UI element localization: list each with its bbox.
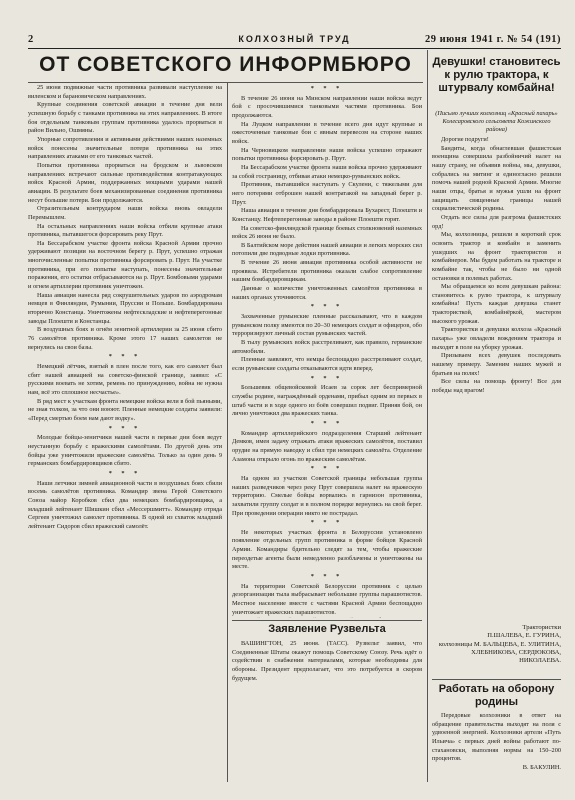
paragraph: Упорные сопротивления и активными действиями наших наземных войск понесены значительные потери противника на этих направлениях атаками от его танковых частей. [28, 135, 222, 161]
paragraph: В тылу румынских войск расстреливают, как правило, германские автомобили. [232, 339, 422, 355]
signature-block [432, 624, 561, 665]
signature-line: колхозницы М. БАЛЬЦЕВА, Е. УЛИТИНА, ХЛЕБНИКОВА, СЕРДЮКОВА, НИКОЛАЕВА. [438, 640, 561, 665]
right-headline: Девушки! становитесь к рулю трактора, к штурвалу комбайна! [432, 56, 561, 94]
paragraph: На территории Советской Белоруссии противник с целью дезорганизации тыла выбрасывает небольшие группы парашютистов. Местное население вместе с частями Красной Армии беспощадно уничтожает вражеских парашютистов. [232, 582, 422, 616]
paragraph: Большевик общевойсковой Исаев за сорок лет беспримерной службы родине, награждённый орденами, прибыл одним из первых в штаб части и в ходе одного из боёв совершил подвиг. Приняв бой, он лично уничтожил два вражеских танка. [232, 384, 422, 418]
signature-line: П.ШАЛЕВА, Е. ГУРИНА, [487, 632, 561, 640]
separator: * * * [108, 424, 142, 432]
paragraph: Попытки противника прорваться на бродском и львовском направлениях встречают сильные противодействия контратакующих войск Красной Армии, поддержанных мощными ударами нашей авиации. В результате боев механизированные соединения противника несут большие потери. Бои продолжаются. [28, 161, 222, 204]
paragraph: Дорогие подруги! [441, 136, 489, 143]
right-headline-2: Работать на оборону родины [438, 683, 555, 708]
paragraph: Передовые колхозники в ответ на обращение правительства выходят на поля с удвоенной энергией. Колхозники артели «Путь Ильича» с первых дней войны работают по-стахановски, выполняя нормы на 150–200 процентов. [432, 712, 561, 763]
paragraph: ВАШИНГТОН, 25 июня. (ТАСС). Рузвельт заявил, что Соединенные Штаты окажут помощь Советскому Союзу. Речь идёт о содействии в снабжении материалами, которые необходимы для обороны. Президент предполагает, что это потребуется в скором будущем. [232, 640, 422, 682]
paragraph: На советско-финляндской границе боевых столкновений наземных войск 26 июня не было. [232, 224, 422, 241]
paragraph: На Бессарабском участке фронта войска Красной Армии прочно удерживают позиции на восточном берегу р. Прут, успешно отражая многочисленные попытки противника форсировать р. Прут. На участке противника, при его попытке наступать, понесены значительные поражения, его остатки отбрасываются на р. Прут. Бомбовыми ударами и огнем артиллерии противник уничтожен. [28, 239, 222, 291]
article-title: Заявление Рузвельта [268, 623, 386, 635]
paragraph: Все силы на помощь фронту! Все для победы над врагом! [432, 378, 561, 395]
column-3-article-2 [432, 712, 561, 788]
page-header [28, 34, 561, 48]
paragraph: Не некоторых участках фронта в Белоруссии установлено появление отдельных групп противника в форме бойцов Красной Армии. Командиры бдительно следят за тем, чтобы вражеские переодетые агенты были немедленно разоблачены и уничтожены на месте. [232, 528, 422, 571]
column-2 [232, 84, 422, 618]
paragraph: 25 июня подвижные части противника развивали наступление на виленском и барановическом направлениях. [28, 84, 222, 100]
paragraph: Мы, колхозницы, решили в короткий срок освоить трактор и комбайн и заменить ушедших на фронт трактористов и комбайнеров. Мы будем работать на тракторе и комбайне так, чтобы не было ни одной остановки в полевых работах. [432, 231, 561, 282]
paragraph: Немецкий лётчик, взятый в плен после того, как его самолет был сбит нашей авиацией на советско-финской границе, заявил: «С русскими воевать не хотим, ремень по принуждению, война не нужна нам, всё это сплошное несчастье». [28, 363, 222, 396]
page-number: 2 [28, 34, 34, 45]
paragraph: Трактористки и девушки колхоза «Красный пахарь» уже овладели вождением трактора и выходят в поле на уборку урожая. [432, 326, 561, 351]
section-rule [432, 679, 561, 680]
byline: В. БАКУЛИН. [522, 763, 561, 771]
paragraph: Наша авиация нанесла ряд сокрушительных ударов по аэродромам немцев в Финляндии, Румынии, Пруссии и Польше. Бомбардирована вторично Констанца. Уничтожены нефтескладские и нефтеперегонные заводы Плоешти и Констанцы. [28, 291, 222, 325]
issue-date: 29 июня 1941 г. № 54 (191) [424, 34, 561, 45]
paragraph: Молодые бойцы-зенитчики нашей части в первые дни боев ведут неустанную борьбу с вражескими самолётами. По другой день эти бойцы уже уничтожили вражеские самолёты. Только за один день 9 германских бомбардировщиков сбито. [28, 434, 222, 468]
paragraph: Призываем всех девушек последовать нашему примеру. Заменим наших мужей и братьев на полях! [432, 352, 561, 377]
column-1 [28, 84, 222, 788]
separator: * * * [108, 353, 142, 361]
heading-rule [28, 82, 423, 83]
separator: * * * [310, 465, 344, 473]
column-divider [427, 50, 428, 782]
separator: * * * [310, 419, 344, 427]
paragraph: На Бессарабском участке фронта наши войска прочно удерживают за собой госграницу, отбивая атаки немецко-румынских войск. [232, 163, 422, 180]
paragraph: В течение 26 июня авиация противника особой активности не проявила. Истребители противника оказали слабое сопротивление нашим бомбардировщикам. [232, 259, 422, 284]
paragraph: Захваченные румынские пленные рассказывают, что в каждом румынском полку имеются по 20–30 немецких солдат и офицеров, обо терроризируют личный состав румынских частей. [232, 313, 422, 338]
paragraph: На Черновицком направлении наши войска успешно отражают попытки противника форсировать р. Прут. [232, 146, 422, 163]
paragraph: Наши летчики зимней авиационной части в воздушных боях сбили восемь самолётов противника. Командир звена Герой Советского Союза майор Коробков сбил два немецких бомбардировщика, а младший лейтенант Шишкин сбил «Мессершмитт». Командир отряда Сергеев уничтожил самолет противника. В одной из схваток младший лейтенант Сидоров сбил вражеский самолёт. [28, 479, 222, 530]
paragraph: Данные о количестве уничтоженных самолётов противника в наших органах уточняются. [232, 285, 422, 301]
separator: * * * [310, 573, 344, 581]
column-3 [432, 136, 561, 598]
main-heading: ОТ СОВЕТСКОГО ИНФОРМБЮРО [39, 53, 412, 76]
paragraph: В воздушных боях и огнём зенитной артиллерии за 25 июня сбито 76 самолётов противника. Кроме этого 17 наших самолетов не вернулись на свои базы. [28, 326, 222, 351]
paragraph: На остальных направлениях наши войска отбили крупные атаки противника, пытавшегося форсировать реку Прут. [28, 222, 222, 239]
separator: * * * [310, 519, 344, 527]
paragraph: На Луцком направлении в течение всего дня идут крупные и ожесточенные танковые бои с явным перевесом на стороне наших войск. [232, 120, 422, 145]
separator: * * * [310, 85, 344, 92]
paragraph: Пленные заявляют, что немцы беспощадно расстреливают солдат, если румынские солдаты отказываются идти вперед. [232, 356, 422, 372]
signature-title: Трактористки [522, 624, 561, 631]
paragraph: Командир артиллерийского подразделения Старший лейтенант Демков, имея задачу отражать атаки вражеских самолётов, поставил орудие на прямую наводку и сбил три немецких самолёта. Отделение Азамона открыло огонь по вражеским самолётам. [232, 429, 422, 463]
paragraph: В течение 26 июня на Минском направлении наши войска ведут бой с просочившимися танковыми частями противника. Бои продолжаются. [232, 94, 422, 119]
separator: * * * [310, 303, 344, 311]
paragraph: В Балтийском море действия нашей авиации и легких морских сил потопили две подводные лодки противника. [232, 241, 422, 258]
paragraph: Наша авиация в течение дня бомбардировала Бухарест, Плоешти и Констанцу. Нефтеперегонные заводы в районе Плоешти горят. [232, 207, 422, 223]
roosevelt-article [232, 640, 422, 788]
separator: * * * [108, 469, 142, 477]
section-rule [232, 620, 422, 621]
right-subheadline: (Письмо лучших колхозниц «Красный пахарь» Колесаровского сельсовета Кожинского района) [435, 110, 558, 133]
paragraph: Крупные соединения советской авиации в течение дня вели успешную борьбу с танками противника на этих направлениях. В итоге боя отдельным танковым группам противника удалось прорваться в район Вильно, Ошмяны. [28, 101, 222, 135]
paragraph: Бандиты, когда обнаглевшая фашистская военщина совершила разбойничий налет на нашу страну, не объявив войны, мы, девушки, собрались на митинг и единогласно решили помочь нашей родной Красной Армии. Многие наши отцы, братья и мужья ушли на фронт защищать священные границы нашей социалистической родины. [432, 144, 561, 213]
paragraph [232, 617, 422, 618]
paragraph: Противник, пытавшийся наступать у Скулени, с тяжелыми для него потерями отброшен нашей контратакой на западный берег р. Прут. [232, 181, 422, 206]
header-rule [28, 48, 561, 49]
paper-title: КОЛХОЗНЫЙ ТРУД [238, 34, 351, 44]
separator: * * * [310, 374, 344, 382]
paragraph: В ряд мест к участкам фронта немецкие войска вели в бой пьяными, не зная толком, за что они воюют. Пленные немецкие солдаты заявили: «Перед смертью боем нам дают водку». [28, 397, 222, 422]
column-divider [227, 82, 228, 782]
paragraph: Мы обращаемся ко всем девушкам района: становитесь к рулю трактора, к штурвалу комбайна! Пусть каждая девушка станет трактористкой, комбайнёркой, мастером высокого урожая. [432, 283, 561, 325]
paragraph: Отдать все силы для разгрома фашистских орд! [432, 213, 561, 230]
paragraph: Отразительным контрударом наши войска вновь овладели Перемышлем. [28, 205, 222, 221]
paragraph: На одном из участков Советской границы небольшая группа наших разведчиков через реку Прут совершила налет на вражескую территорию. Смелые бойцы ворвались в гарнизон противника, захватили группу солдат и в полном порядке вернулись на свой берег. При проведении операции никто не пострадал. [232, 474, 422, 517]
